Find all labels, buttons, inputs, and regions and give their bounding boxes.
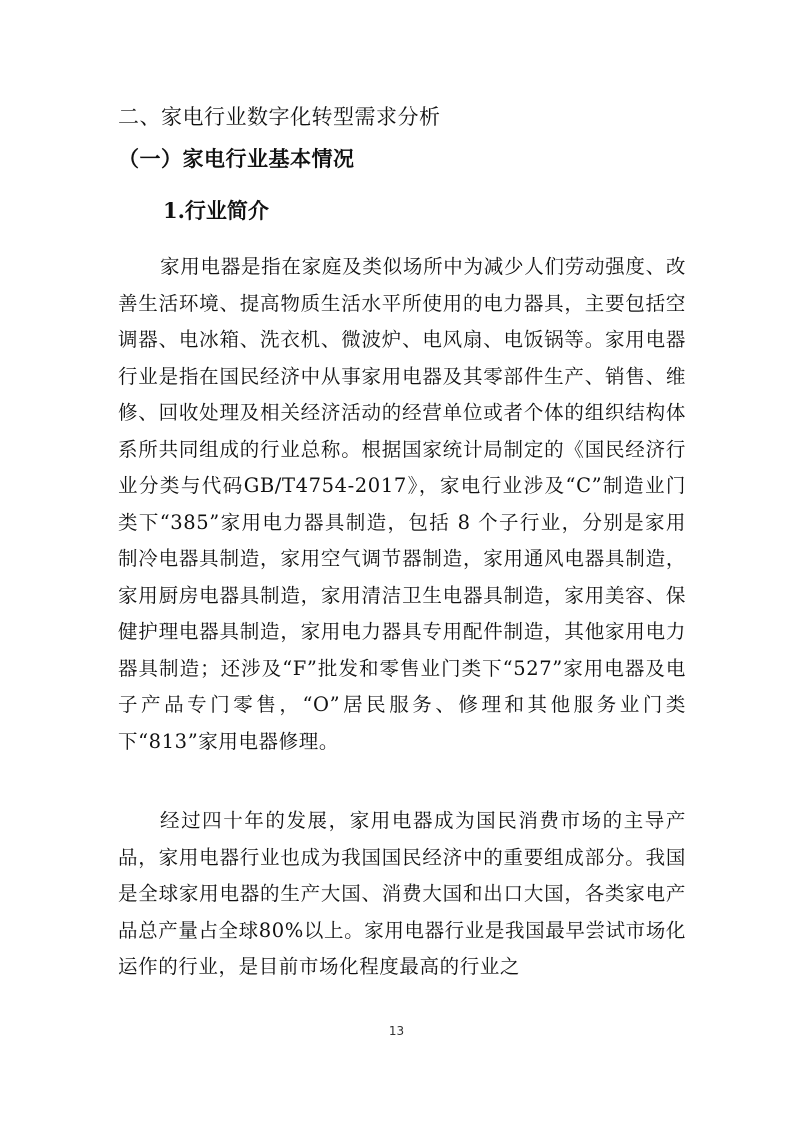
body-paragraph-1: 家用电器是指在家庭及类似场所中为减少人们劳动强度、改善生活环境、提高物质生活水平所使用的电力器具，主要包括空调器、电冰箱、洗衣机、微波炉、电风扇、电饭锅等。家用电器行业是指在国民经济中从事家用电器及其零部件生产、销售、维修、回收处理及相关经济活动的经营单位或者个体的组织结构体系所共同组成的行业总称。根据国家统计局制定的《国民经济行业分类与代码GB/T4754-2017》，家电行业涉及“C”制造业门类下“385”家用电力器具制造，包括 8 个子行业，分别是家用制冷电器具制造，家用空气调节器制造，家用通风电器具制造，家用厨房电器具制造，家用清洁卫生电器具制造，家用美容、保健护理电器具制造，家用电力器具专用配件制造，其他家用电力器具制造；还涉及“F”批发和零售业门类下“527”家用电器及电子产品专门零售，“O”居民服务、修理和其他服务业门类下“813”家用电器修理。 (118, 255, 686, 753)
subsection-heading: （一）家电行业基本情况 (118, 146, 355, 171)
body-paragraph-2: 经过四十年的发展，家用电器成为国民消费市场的主导产品，家用电器行业也成为我国国民经济中的重要组成部分。我国是全球家用电器的生产大国、消费大国和出口大国，各类家电产品总产量占全球80%以上。家用电器行业是我国最早尝试市场化运作的行业，是目前市场化程度最高的行业之 (118, 809, 686, 978)
section-heading: 二、家电行业数字化转型需求分析 (118, 105, 441, 129)
sub-subsection-heading: 1.行业简介 (163, 198, 269, 223)
page-number: 13 (388, 1024, 405, 1038)
